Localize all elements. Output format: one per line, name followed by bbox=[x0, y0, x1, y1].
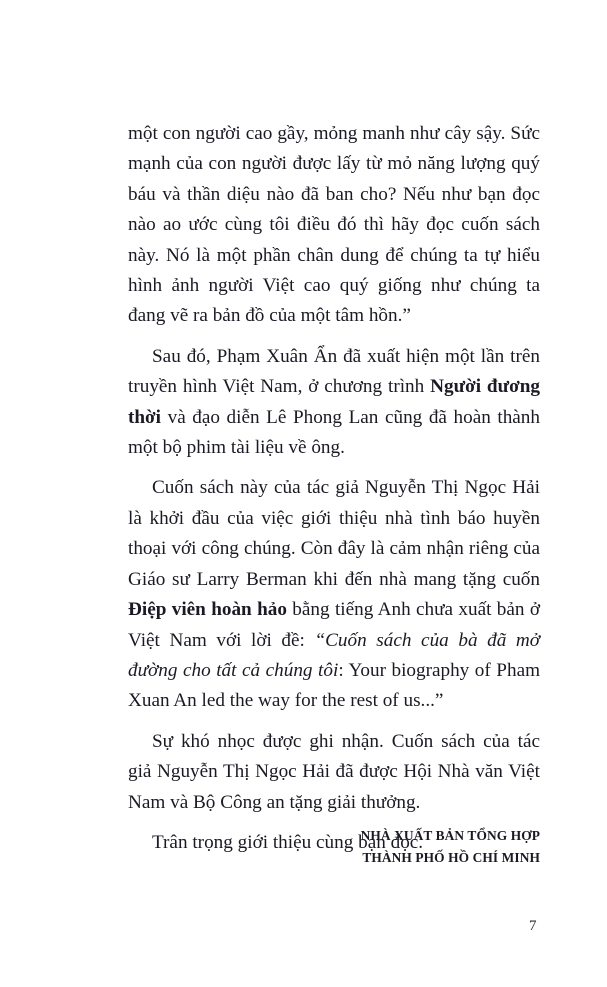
publisher-signature-line-1: NHÀ XUẤT BẢN TỔNG HỢP bbox=[360, 828, 540, 843]
paragraph-4-text: Sự khó nhọc được ghi nhận. Cuốn sách của tác giả Nguyễn Thị Ngọc Hải đã được Hội Nhà văn Việt Nam và Bộ Công an tặng giải thưởng. bbox=[128, 730, 540, 813]
paragraph-3 bbox=[128, 473, 540, 716]
paragraph-2 bbox=[128, 342, 540, 464]
book-page-body bbox=[128, 119, 540, 868]
paragraph-3-text-a: Cuốn sách này của tác giả Nguyễn Thị Ngọc Hải là khởi đầu của việc giới thiệu nhà tình báo huyền thoại với công chúng. Còn đây là cảm nhận riêng của Giáo sư Larry Berman khi đến nhà mang tặng cuốn bbox=[128, 477, 540, 590]
paragraph-1 bbox=[128, 119, 540, 332]
paragraph-5-text: Trân trọng giới thiệu cùng bạn đọc. bbox=[152, 831, 424, 853]
book-title: Điệp viên hoàn hảo bbox=[128, 599, 287, 621]
tv-program-title: Người đương thời bbox=[128, 376, 540, 428]
paragraph-3-text-b: bằng tiếng Anh chưa xuất bản ở Việt Nam với lời đề: bbox=[128, 599, 540, 651]
paragraph-2-text-a: Sau đó, Phạm Xuân Ẩn đã xuất hiện một lần trên truyền hình Việt Nam, ở chương trình bbox=[128, 345, 540, 398]
dedication-quote: “Cuốn sách của bà đã mở đường cho tất cả chúng tôi bbox=[128, 629, 540, 681]
publisher-signature-line-2: THÀNH PHỐ HỒ CHÍ MINH bbox=[362, 850, 540, 865]
paragraph-3-text-c: : Your biography of Pham Xuan An led the way for the rest of us...” bbox=[128, 659, 541, 712]
publisher-signature bbox=[361, 825, 540, 869]
paragraph-1-text: một con người cao gầy, mỏng manh như cây sậy. Sức mạnh của con người được lấy từ mỏ năng lượng quý báu và thần diệu nào đã ban cho? Nếu như bạn đọc nào ao ước cùng tôi điều đó thì hãy đọc cuốn sách này. Nó là một phần chân dung để chúng ta tự hiểu hình ảnh người Việt cao quý giống như chúng ta đang vẽ ra bản đồ của một tâm hồn.” bbox=[128, 123, 540, 327]
paragraph-4 bbox=[128, 727, 540, 818]
paragraph-2-text-b: và đạo diễn Lê Phong Lan cũng đã hoàn thành một bộ phim tài liệu về ông. bbox=[128, 406, 540, 459]
page-number: 7 bbox=[529, 918, 537, 934]
